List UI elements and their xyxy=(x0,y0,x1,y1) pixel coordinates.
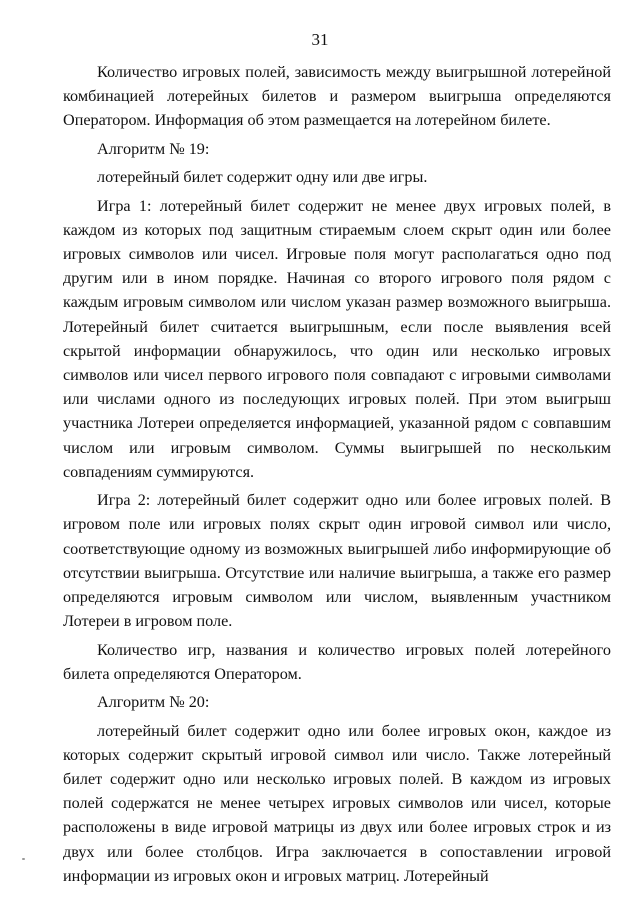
paragraph-algorithm-20-intro: лотерейный билет содержит одно или более игровых окон, каждое из которых содержит скрытый игровой символ или число. Также лотерейный билет содержит одно или несколько игровых полей. В каждом из игровых полей содержатся не менее четырех игровых символов или чисел, которые расположены в виде игровой матрицы из двух или более игровых строк и из двух или более столбцов. Игра заключается в сопоставлении игровой информации из игровых окон и игровых матриц. Лотерейный xyxy=(63,721,611,885)
paragraph-games-count: Количество игр, названия и количество игровых полей лотерейного билета определяются Оператором. xyxy=(63,640,611,683)
paragraph-game-2: Игра 2: лотерейный билет содержит одно или более игровых полей. В игровом поле или игровых полях скрыт один игровой символ или число, соответствующие одному из возможных выигрышей либо информирующие об отсутствии выигрыша. Отсутствие или наличие выигрыша, а также его размер определяются игровым символом или числом, выявленным участником Лотереи в игровом поле. xyxy=(63,491,611,631)
paragraph-algorithm-19-intro: лотерейный билет содержит одну или две игры. xyxy=(97,168,428,187)
scan-speck xyxy=(22,858,25,860)
page-number: 31 xyxy=(311,30,329,49)
heading-algorithm-20: Алгоритм № 20: xyxy=(97,693,210,712)
paragraph-field-count: Количество игровых полей, зависимость между выигрышной лотерейной комбинацией лотерейных билетов и размером выигрыша определяются Оператором. Информация об этом размещается на лотерейном билете. xyxy=(63,63,611,130)
document-body xyxy=(63,60,611,892)
heading-algorithm-19: Алгоритм № 19: xyxy=(97,139,210,158)
paragraph-game-1: Игра 1: лотерейный билет содержит не менее двух игровых полей, в каждом из которых под защитным стираемым слоем скрыт один или более игровых символов или чисел. Игровые поля могут располагаться одно под другим или в ином порядке. Начиная со второго игрового поля рядом с каждым игровым символом или числом указан размер возможного выигрыша. Лотерейный билет считается выигрышным, если после выявления всей скрытой информации обнаружилось, что один или несколько игровых символов или чисел первого игрового поля совпадают с игровыми символами или числами одного из последующих игровых полей. При этом выигрыш участника Лотереи определяется информацией, указанной рядом с совпавшим числом или игровым символом. Суммы выигрышей по нескольким совпадениям суммируются. xyxy=(63,196,611,481)
